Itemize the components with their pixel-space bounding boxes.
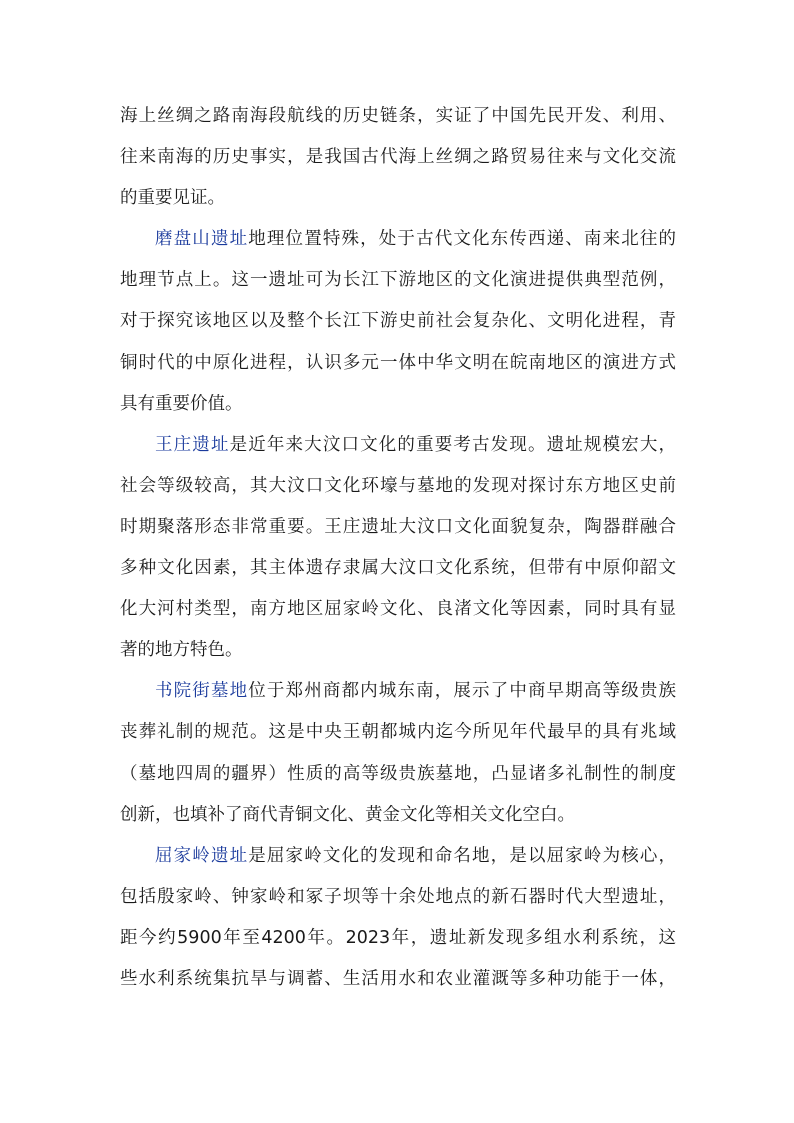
text-line: 海上丝绸之路南海段航线的历史链条，实证了中国先民开发、利用、 [120, 106, 676, 126]
text-line: 创新，也填补了商代青铜文化、黄金文化等相关文化空白。 [120, 804, 575, 825]
text-line: 包括殷家岭、钟家岭和冢子坝等十余处地点的新石器时代大型遗址， [120, 886, 676, 907]
paragraph [120, 219, 676, 424]
text-line [120, 836, 676, 877]
text-line: 时期聚落形态非常重要。王庄遗址大汶口文化面貌复杂，陶器群融合 [120, 516, 676, 537]
highlighted-term: 屈家岭遗址 [155, 845, 249, 866]
text-line: 多种文化因素，其主体遗存隶属大汶口文化系统，但带有中原仰韶文 [120, 558, 676, 579]
text-line [120, 219, 676, 260]
text-line: 丧葬礼制的规范。这是中央王朝都城内迄今所见年代最早的具有兆域 [120, 722, 676, 743]
text-line: 对于探究该地区以及整个长江下游史前社会复杂化、文明化进程，青 [120, 311, 676, 332]
text-line: 距今约5900年至4200年。2023年，遗址新发现多组水利系统，这 [120, 927, 676, 948]
paragraph [120, 836, 676, 1000]
text-run: 位于郑州商都内城东南，展示了中商早期高等级贵族 [248, 681, 677, 702]
text-line: 地理节点上。这一遗址可为长江下游地区的文化演进提供典型范例， [120, 270, 676, 291]
paragraph [120, 96, 676, 219]
text-run: 地理位置特殊，处于古代文化东传西递、南来北往的 [248, 229, 677, 250]
text-line [120, 425, 676, 466]
text-line: 往来南海的历史事实，是我国古代海上丝绸之路贸易往来与文化交流 [120, 147, 676, 168]
text-line: 社会等级较高，其大汶口文化环壕与墓地的发现对探讨东方地区史前 [120, 475, 676, 496]
paragraph [120, 671, 676, 835]
text-line: （墓地四周的疆界）性质的高等级贵族墓地，凸显诸多礼制性的制度 [120, 763, 676, 784]
text-line: 铜时代的中原化进程，认识多元一体中华文明在皖南地区的演进方式 [120, 352, 676, 373]
paragraph [120, 425, 676, 672]
highlighted-term: 书院街墓地 [155, 681, 249, 702]
highlighted-term: 磨盘山遗址 [155, 229, 249, 250]
text-line [120, 671, 676, 712]
text-line: 些水利系统集抗旱与调蓄、生活用水和农业灌溉等多种功能于一体， [120, 968, 676, 989]
text-run: 是屈家岭文化的发现和命名地，是以屈家岭为核心， [248, 845, 677, 866]
document-page [120, 96, 676, 1000]
text-line: 著的地方特色。 [120, 640, 243, 661]
text-run: 是近年来大汶口文化的重要考古发现。遗址规模宏大， [229, 434, 676, 455]
highlighted-term: 王庄遗址 [155, 434, 230, 455]
text-line: 化大河村类型，南方地区屈家岭文化、良渚文化等因素，同时具有显 [120, 599, 676, 620]
text-line: 具有重要价值。 [120, 393, 243, 414]
text-line: 的重要见证。 [120, 188, 225, 209]
